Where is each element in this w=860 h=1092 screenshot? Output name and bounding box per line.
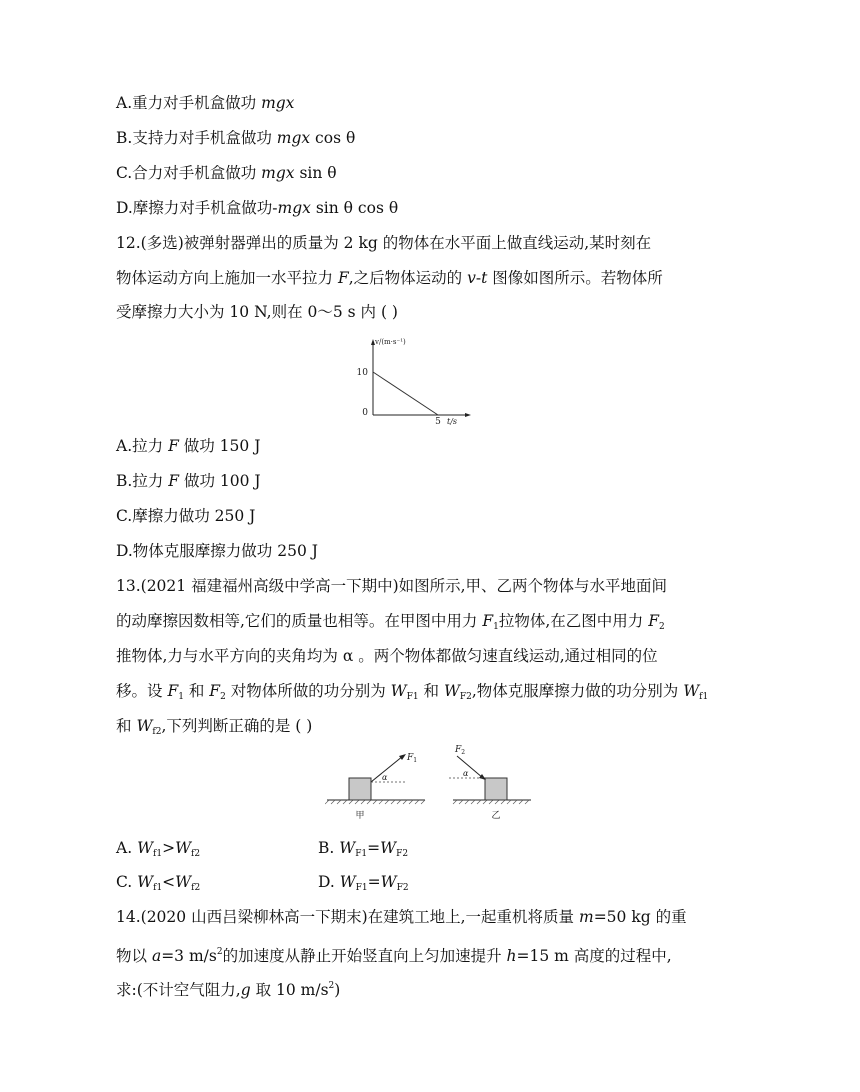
block-jia [349, 778, 371, 800]
label-yi: 乙 [491, 811, 501, 821]
q13-option-c: C. $W_{f1}<W_{f2}$ [116, 873, 201, 893]
label-f1: $F_1$ [407, 753, 418, 764]
force-f1-arrowhead [399, 754, 406, 760]
y-axis-label: v/(m·s⁻¹) [375, 338, 406, 346]
q11-option-d: D.摩擦力对手机盒做功-mgx sin θ cos θ [116, 199, 399, 217]
q12-stem-line1: 12.(多选)被弹射器弹出的质量为 2 kg 的物体在水平面上做直线运动,某时刻在 [116, 234, 652, 252]
q13-stem-line4: 移。设 $F_1$ 和 $F_2$ 对物体所做的功分别为 $W_{F1}$ 和 $W_{F2}$,物体克服摩擦力做的功分别为 $W_{f1}$ [116, 682, 709, 702]
q12-option-b: B.拉力 F 做功 100 J [116, 472, 261, 490]
q12-stem-line2: 物体运动方向上施加一水平拉力 F,之后物体运动的 v-t 图像如图所示。若物体所 [116, 269, 663, 287]
x-axis-label: t/s [447, 417, 458, 426]
q13-stem-line3: 推物体,力与水平方向的夹角均为 α 。两个物体都做匀速直线运动,通过相同的位 [116, 647, 658, 665]
q13-option-d: D. $W_{F1}=W_{F2}$ [318, 873, 409, 893]
q13-stem-line2: 的动摩擦因数相等,它们的质量也相等。在甲图中用力 $F_1$拉物体,在乙图中用力 $F_2$ [116, 612, 665, 632]
series-line [373, 372, 438, 415]
q13-option-b: B. $W_{F1}=W_{F2}$ [318, 839, 409, 859]
y-tick-label-0: 0 [362, 408, 368, 418]
q13-figure [325, 742, 535, 824]
label-alpha-jia: α [382, 773, 388, 782]
q13-stem-line1: 13.(2021 福建福州高级中学高一下期中)如图所示,甲、乙两个物体与水平地面间 [116, 577, 668, 595]
force-f2-arrow [457, 756, 483, 778]
x-axis-arrow [465, 413, 471, 417]
q11-option-a: A.重力对手机盒做功 mgx [116, 94, 295, 112]
y-tick-label-10: 10 [356, 368, 368, 378]
q12-option-d: D.物体克服摩擦力做功 250 J [116, 542, 318, 560]
vt-chart [355, 335, 475, 430]
q12-option-c: C.摩擦力做功 250 J [116, 507, 256, 525]
x-tick-label-5: 5 [435, 417, 441, 427]
q13-option-a: A. $W_{f1}>W_{f2}$ [116, 839, 201, 859]
q14-stem-line3: 求:(不计空气阻力,g 取 10 $m/s^2$) [116, 981, 341, 999]
ground-hatch-jia [325, 800, 425, 804]
label-f2: $F_2$ [455, 745, 466, 756]
q12-stem-line3: 受摩擦力大小为 10 N,则在 0～5 s 内 ( ) [116, 303, 398, 321]
q14-stem-line2: 物以 a=3 $m/s^2$的加速度从静止开始竖直向上匀加速提升 h=15 m 高度的过程中, [116, 947, 672, 965]
ground-hatch-yi [453, 800, 529, 804]
q11-option-b: B.支持力对手机盒做功 mgx cos θ [116, 129, 356, 147]
q13-stem-line5: 和 $W_{f2}$,下列判断正确的是 ( ) [116, 717, 313, 737]
q14-stem-line1: 14.(2020 山西吕梁柳林高一下期末)在建筑工地上,一起重机将质量 m=50 kg 的重 [116, 908, 687, 926]
q12-option-a: A.拉力 F 做功 150 J [116, 437, 261, 455]
block-yi [485, 778, 507, 800]
q11-option-c: C.合力对手机盒做功 mgx sin θ [116, 164, 337, 182]
label-jia: 甲 [355, 811, 365, 821]
label-alpha-yi: α [463, 769, 469, 778]
